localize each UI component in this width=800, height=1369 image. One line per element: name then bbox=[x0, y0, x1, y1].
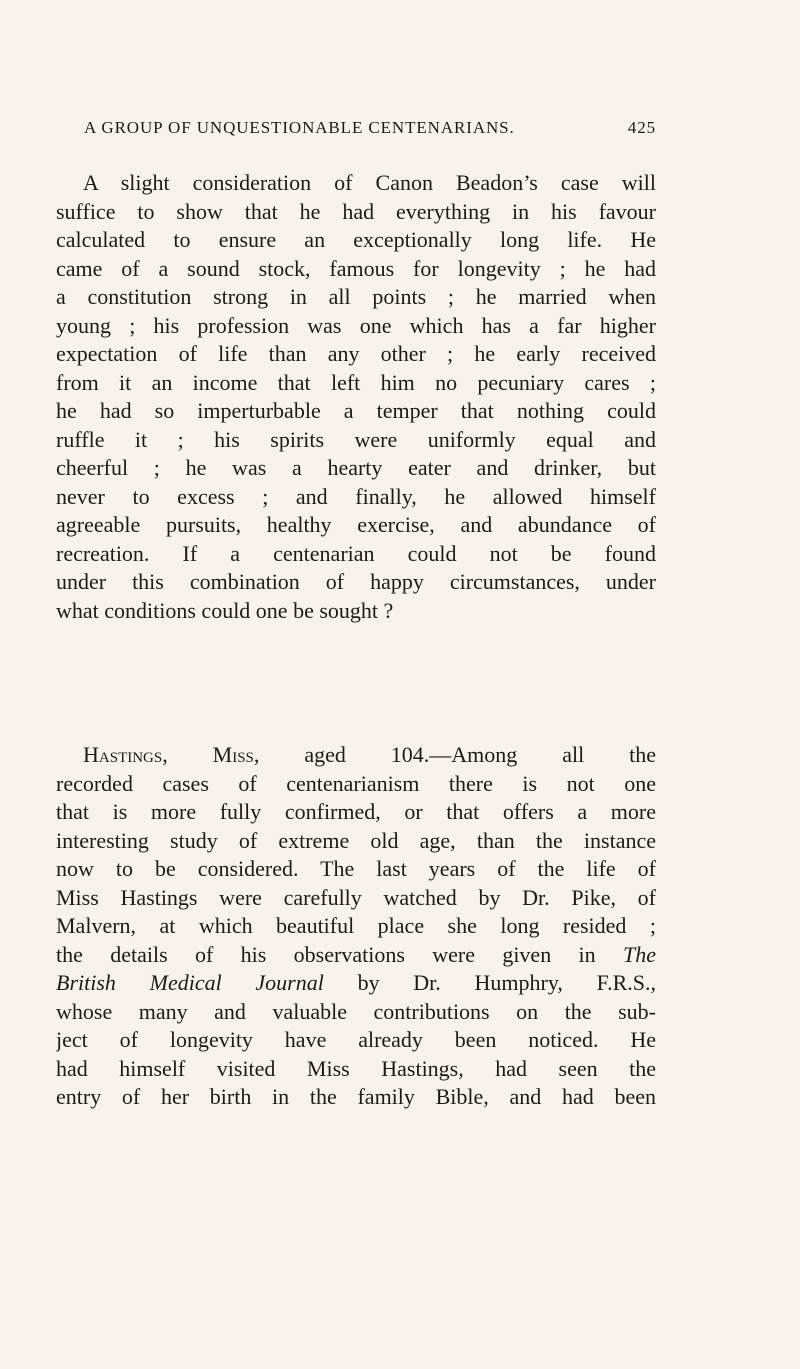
text-line: never to excess ; and finally, he allowed himself bbox=[56, 483, 656, 509]
text-line: a constitution strong in all points ; he married when bbox=[56, 284, 656, 309]
text-segment: the details of his observations were given in bbox=[56, 941, 596, 967]
entry-heading: Hastings, Miss, bbox=[83, 742, 260, 767]
text-line: Malvern, at which beautiful place she long resided ; bbox=[56, 913, 656, 938]
journal-name: British Medical Journal bbox=[56, 970, 324, 995]
text-line: agreeable pursuits, healthy exercise, and abundance of bbox=[56, 512, 656, 537]
text-line: expectation of life than any other ; he early received bbox=[56, 341, 656, 366]
text-line: ruffle it ; his spirits were uniformly equal and bbox=[56, 426, 656, 452]
text-line: entry of her birth in the family Bible, and had been bbox=[56, 1084, 656, 1109]
text-line: calculated to ensure an exceptionally long life. He bbox=[56, 227, 656, 252]
text-line bbox=[56, 941, 656, 970]
page-number: 425 bbox=[627, 118, 656, 137]
text-line: interesting study of extreme old age, than the instance bbox=[56, 827, 656, 853]
text-segment: by Dr. Humphry, F.R.S., bbox=[323, 970, 656, 995]
text-line: came of a sound stock, famous for longevity ; he had bbox=[56, 255, 656, 281]
text-line: that is more fully confirmed, or that offers a more bbox=[56, 799, 656, 824]
text-line: cheerful ; he was a hearty eater and drinker, but bbox=[56, 455, 656, 480]
text-line: ject of longevity have already been noticed. He bbox=[56, 1027, 656, 1052]
text-line: now to be considered. The last years of the life of bbox=[56, 856, 656, 881]
text-line: whose many and valuable contributions on the sub- bbox=[56, 998, 656, 1024]
text-line: had himself visited Miss Hastings, had seen the bbox=[56, 1055, 656, 1081]
text-line: Miss Hastings were carefully watched by Dr. Pike, of bbox=[56, 884, 656, 910]
text-line: recreation. If a centenarian could not be found bbox=[56, 540, 656, 566]
text-line: he had so imperturbable a temper that nothing could bbox=[56, 398, 656, 423]
paragraph-hastings bbox=[56, 741, 656, 1112]
chapter-title: A GROUP OF UNQUESTIONABLE CENTENARIANS. bbox=[84, 118, 515, 137]
text-line: recorded cases of centenarianism there is not one bbox=[56, 770, 656, 796]
text-line: young ; his profession was one which has a far higher bbox=[56, 312, 656, 338]
text-line: what conditions could one be sought ? bbox=[56, 597, 394, 623]
text-line bbox=[56, 969, 656, 998]
text-line: suffice to show that he had everything in his favour bbox=[56, 198, 656, 224]
text-line bbox=[56, 741, 656, 770]
entry-heading-rest: aged 104.—Among all the bbox=[259, 742, 656, 767]
text-line: under this combination of happy circumstances, under bbox=[56, 569, 656, 594]
text-line: from it an income that left him no pecuniary cares ; bbox=[56, 369, 656, 395]
journal-article-the: The bbox=[623, 941, 656, 967]
text-line: A slight consideration of Canon Beadon’s case will bbox=[83, 170, 656, 195]
paragraph-beadon bbox=[56, 169, 656, 625]
running-header bbox=[84, 118, 656, 142]
